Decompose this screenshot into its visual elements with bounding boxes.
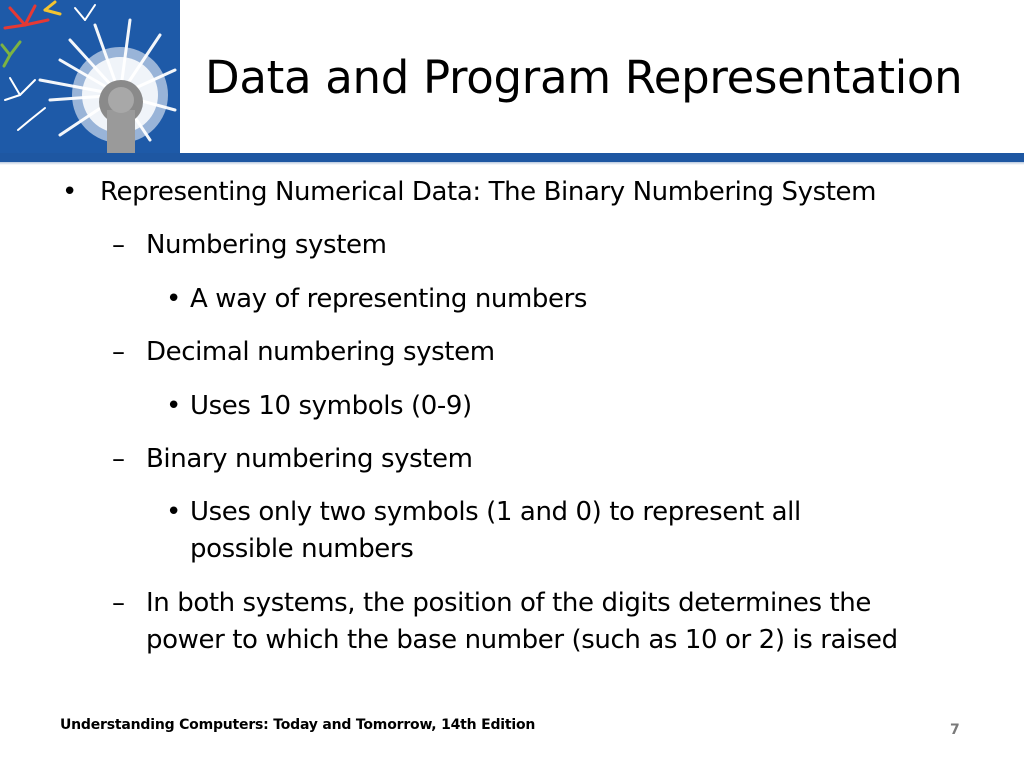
- slide-title: Data and Program Representation: [205, 51, 963, 104]
- dash-marker: –: [112, 337, 125, 367]
- footer-text: Understanding Computers: Today and Tomorrow, 14th Edition: [60, 717, 536, 733]
- page-number: 7: [950, 722, 960, 738]
- bullet-item: Representing Numerical Data: The Binary Numbering System: [100, 177, 877, 207]
- bullet-marker: •: [166, 497, 182, 527]
- dash-marker: –: [112, 588, 125, 618]
- dash-marker: –: [112, 444, 125, 474]
- bullet-marker: •: [166, 284, 182, 314]
- sub-item: Binary numbering system: [146, 444, 473, 474]
- sub-item: Decimal numbering system: [146, 337, 495, 367]
- sub-sub-item-line: possible numbers: [190, 534, 414, 564]
- sub-sub-item: Uses 10 symbols (0-9): [190, 391, 472, 421]
- sub-sub-item: A way of representing numbers: [190, 284, 588, 314]
- sub-item-line: power to which the base number (such as 10 or 2) is raised: [146, 625, 898, 655]
- dash-marker: –: [112, 230, 125, 260]
- sub-item-line: In both systems, the position of the digits determines the: [146, 588, 871, 618]
- bullet-marker: •: [62, 177, 78, 207]
- sub-sub-item-line: Uses only two symbols (1 and 0) to represent all: [190, 497, 801, 527]
- bullet-marker: •: [166, 391, 182, 421]
- sub-item: Numbering system: [146, 230, 387, 260]
